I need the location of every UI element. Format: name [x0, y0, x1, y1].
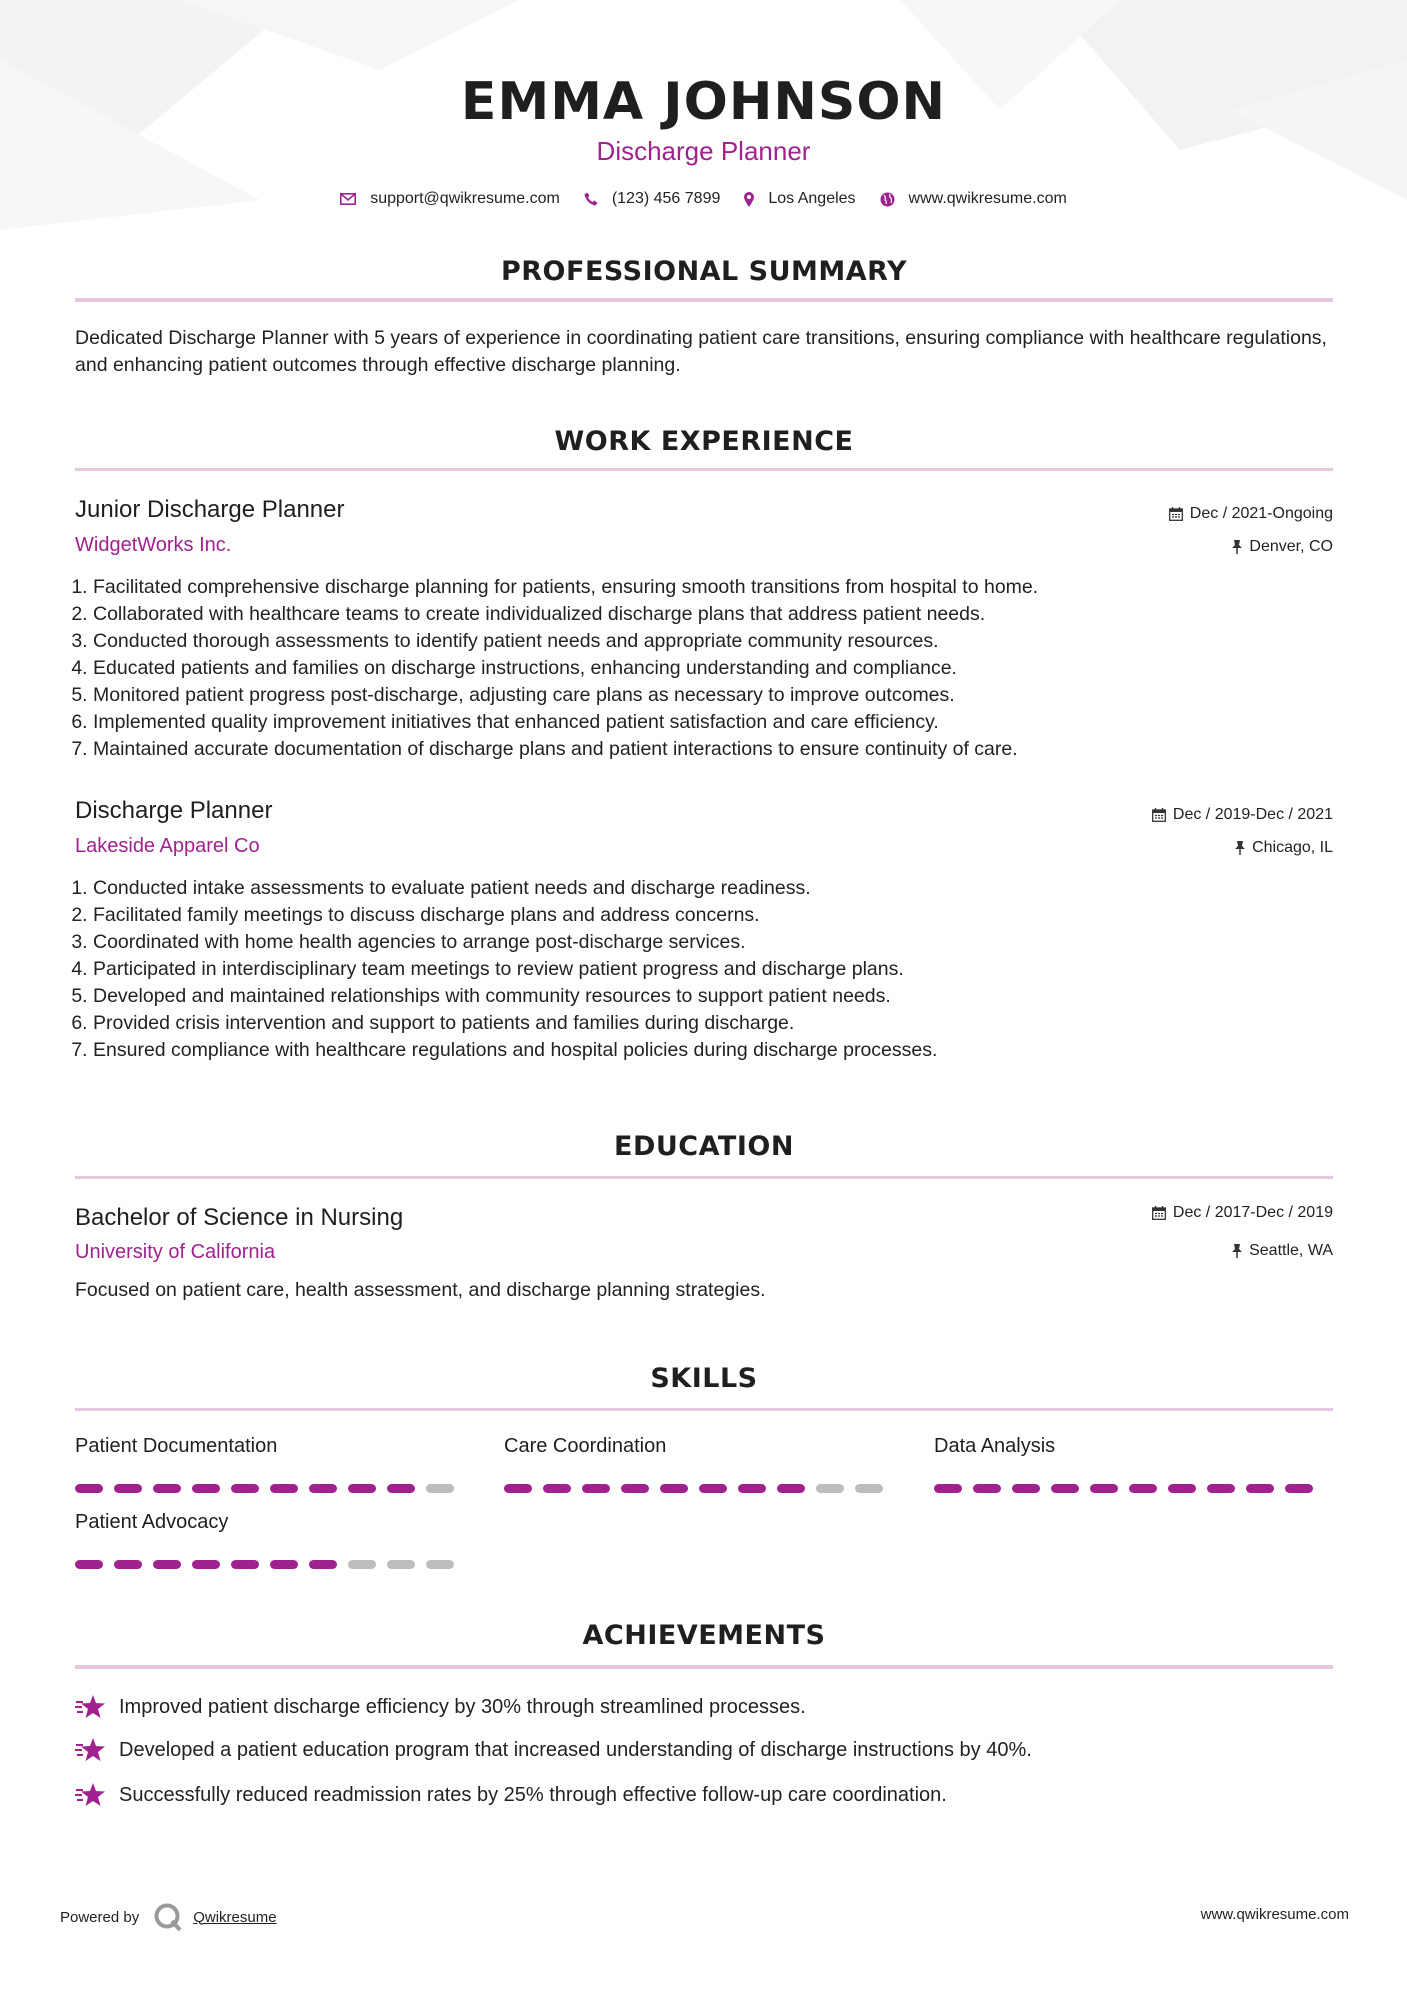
experience-heading: WORK EXPERIENCE: [554, 426, 854, 457]
skill-level-filled: [270, 1560, 298, 1569]
skill-level-filled: [75, 1484, 103, 1493]
email-text: support@qwikresume.com: [370, 190, 560, 207]
list-item: 2. Facilitated family meetings to discuss discharge plans and address concerns.: [93, 902, 1351, 929]
summary-heading: PROFESSIONAL SUMMARY: [500, 256, 908, 287]
job-2-title: Discharge Planner: [75, 797, 273, 824]
skill-name: Care Coordination: [504, 1435, 667, 1457]
skill-bar: [934, 1484, 1324, 1493]
star-icon: [75, 1694, 107, 1720]
skills-heading: SKILLS: [650, 1363, 758, 1394]
skill-level-filled: [114, 1560, 142, 1569]
skill-level-filled: [270, 1484, 298, 1493]
skill-level-filled: [75, 1560, 103, 1569]
skill-level-empty: [387, 1560, 415, 1569]
skill-name: Patient Documentation: [75, 1435, 278, 1457]
skill-level-filled: [153, 1560, 181, 1569]
envelope-icon: [340, 193, 356, 205]
skill-level-filled: [1207, 1484, 1235, 1493]
achievement-text: Developed a patient education program that increased understanding of discharge instructions by 40%.: [119, 1738, 1032, 1761]
skill-level-filled: [309, 1560, 337, 1569]
list-item: 3. Coordinated with home health agencies to arrange post-discharge services.: [93, 929, 1351, 956]
skills-divider: [75, 1408, 1333, 1411]
job-1-location: [1232, 538, 1333, 556]
job-1-company: WidgetWorks Inc.: [75, 534, 232, 556]
skill-level-filled: [387, 1484, 415, 1493]
skill-name: Patient Advocacy: [75, 1511, 229, 1533]
map-pin-icon: [744, 192, 754, 207]
skill-level-filled: [309, 1484, 337, 1493]
skill-level-filled: [231, 1560, 259, 1569]
skill-level-filled: [621, 1484, 649, 1493]
achievements-heading: ACHIEVEMENTS: [582, 1620, 826, 1651]
job-1-duties: [75, 574, 1351, 763]
skill-level-empty: [855, 1484, 883, 1493]
contact-phone[interactable]: [584, 190, 721, 208]
skill-level-filled: [504, 1484, 532, 1493]
contact-location: [744, 190, 855, 208]
experience-divider: [75, 468, 1333, 471]
skill-level-filled: [699, 1484, 727, 1493]
skill-level-empty: [816, 1484, 844, 1493]
brand-link[interactable]: Qwikresume: [193, 1908, 277, 1926]
skill-patient-advocacy: [75, 1511, 465, 1569]
skill-level-filled: [1090, 1484, 1118, 1493]
skill-level-filled: [777, 1484, 805, 1493]
education-dates-text: Dec / 2017-Dec / 2019: [1172, 1204, 1333, 1221]
skill-level-filled: [973, 1484, 1001, 1493]
skill-level-empty: [426, 1560, 454, 1569]
qwikresume-logo-icon: [153, 1902, 183, 1932]
globe-icon: [880, 192, 895, 207]
job-1-dates: [1169, 505, 1333, 523]
achievement-item: [75, 1782, 947, 1808]
education-description: Focused on patient care, health assessment, and discharge planning strategies.: [75, 1279, 766, 1301]
list-item: 1. Facilitated comprehensive discharge planning for patients, ensuring smooth transitions from hospital to home.: [93, 574, 1351, 601]
website-text: www.qwikresume.com: [908, 190, 1067, 207]
contact-website[interactable]: [880, 190, 1067, 208]
job-1-title: Junior Discharge Planner: [75, 496, 345, 523]
skill-level-filled: [1285, 1484, 1313, 1493]
footer-powered-by: [60, 1902, 277, 1932]
pushpin-icon: [1232, 1244, 1242, 1258]
summary-text: Dedicated Discharge Planner with 5 years of experience in coordinating patient care transitions, ensuring compliance with healthcare regulations, and enhancing patient outcomes through effective discharge planning.: [75, 327, 1327, 376]
skill-patient-documentation: [75, 1435, 465, 1493]
job-2-location: [1235, 839, 1333, 857]
achievement-text: Successfully reduced readmission rates by 25% through effective follow-up care coordination.: [119, 1783, 947, 1806]
calendar-icon: [1152, 1206, 1166, 1220]
list-item: 7. Ensured compliance with healthcare regulations and hospital policies during discharge processes.: [93, 1037, 1351, 1064]
footer-website[interactable]: www.qwikresume.com: [1200, 1906, 1349, 1923]
achievement-text: Improved patient discharge efficiency by 30% through streamlined processes.: [119, 1695, 806, 1718]
skill-level-filled: [1168, 1484, 1196, 1493]
list-item: 7. Maintained accurate documentation of discharge plans and patient interactions to ensure continuity of care.: [93, 736, 1351, 763]
skill-level-filled: [114, 1484, 142, 1493]
skill-level-filled: [192, 1484, 220, 1493]
achievements-divider: [75, 1665, 1333, 1669]
powered-by-label: Powered by: [60, 1908, 140, 1926]
calendar-icon: [1169, 507, 1183, 521]
school-name: University of California: [75, 1241, 276, 1263]
candidate-name: EMMA JOHNSON: [460, 72, 947, 132]
pushpin-icon: [1235, 841, 1245, 855]
list-item: 6. Provided crisis intervention and support to patients and families during discharge.: [93, 1010, 1351, 1037]
achievement-item: [75, 1737, 1032, 1763]
pushpin-icon: [1232, 540, 1242, 554]
education-heading: EDUCATION: [614, 1131, 794, 1162]
skill-bar: [504, 1484, 894, 1493]
list-item: 1. Conducted intake assessments to evaluate patient needs and discharge readiness.: [93, 875, 1351, 902]
job-2-duties: [75, 875, 1351, 1064]
achievement-item: [75, 1694, 806, 1720]
job-1-location-text: Denver, CO: [1249, 538, 1333, 555]
skill-level-filled: [934, 1484, 962, 1493]
skill-level-filled: [348, 1484, 376, 1493]
list-item: 4. Educated patients and families on discharge instructions, enhancing understanding and compliance.: [93, 655, 1351, 682]
list-item: 6. Implemented quality improvement initiatives that enhanced patient satisfaction and care efficiency.: [93, 709, 1351, 736]
skill-data-analysis: [934, 1435, 1324, 1493]
skill-level-filled: [1129, 1484, 1157, 1493]
skill-level-filled: [192, 1560, 220, 1569]
skill-name: Data Analysis: [934, 1435, 1056, 1457]
star-icon: [75, 1782, 107, 1808]
skill-care-coordination: [504, 1435, 894, 1493]
education-dates: [1152, 1204, 1333, 1222]
skill-bar: [75, 1484, 465, 1493]
skill-level-empty: [426, 1484, 454, 1493]
skill-level-filled: [231, 1484, 259, 1493]
phone-icon: [584, 192, 598, 206]
job-2-location-text: Chicago, IL: [1252, 839, 1333, 856]
skill-level-filled: [582, 1484, 610, 1493]
contact-bar: [0, 190, 1407, 208]
job-1-dates-text: Dec / 2021-Ongoing: [1189, 505, 1333, 522]
education-location-text: Seattle, WA: [1249, 1242, 1333, 1259]
job-2-dates-text: Dec / 2019-Dec / 2021: [1172, 806, 1333, 823]
phone-text: (123) 456 7899: [611, 190, 721, 207]
job-2-company: Lakeside Apparel Co: [75, 835, 260, 857]
skill-level-filled: [660, 1484, 688, 1493]
education-location: [1232, 1242, 1333, 1260]
calendar-icon: [1152, 808, 1166, 822]
contact-email[interactable]: [340, 190, 560, 208]
list-item: 2. Collaborated with healthcare teams to create individualized discharge plans that address patient needs.: [93, 601, 1351, 628]
summary-divider: [75, 298, 1333, 302]
skill-level-filled: [1012, 1484, 1040, 1493]
skill-level-filled: [1051, 1484, 1079, 1493]
education-divider: [75, 1176, 1333, 1179]
skill-level-filled: [738, 1484, 766, 1493]
list-item: 4. Participated in interdisciplinary team meetings to review patient progress and discharge plans.: [93, 956, 1351, 983]
job-title: Discharge Planner: [596, 136, 811, 166]
job-2-dates: [1152, 806, 1333, 824]
list-item: 5. Monitored patient progress post-discharge, adjusting care plans as necessary to improve outcomes.: [93, 682, 1351, 709]
star-icon: [75, 1737, 107, 1763]
location-text: Los Angeles: [768, 190, 856, 207]
skill-bar: [75, 1560, 465, 1569]
skill-level-empty: [348, 1560, 376, 1569]
list-item: 5. Developed and maintained relationships with community resources to support patient needs.: [93, 983, 1351, 1010]
skill-level-filled: [543, 1484, 571, 1493]
list-item: 3. Conducted thorough assessments to identify patient needs and appropriate community resources.: [93, 628, 1351, 655]
degree-title: Bachelor of Science in Nursing: [75, 1204, 404, 1231]
skill-level-filled: [153, 1484, 181, 1493]
skill-level-filled: [1246, 1484, 1274, 1493]
